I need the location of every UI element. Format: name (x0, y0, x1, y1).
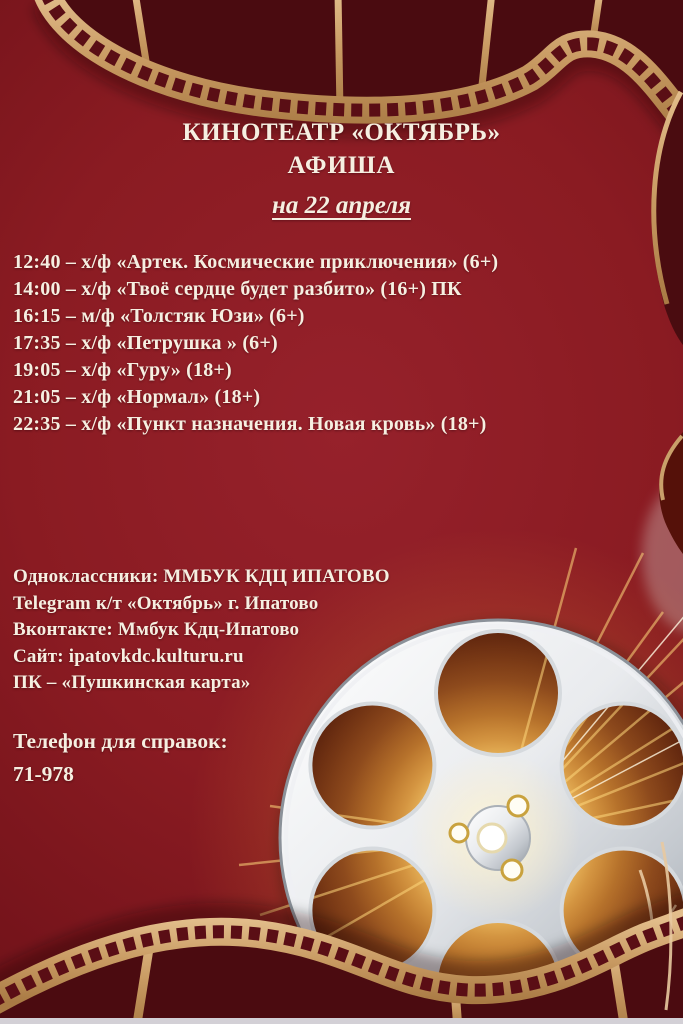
schedule-line: 14:00 – х/ф «Твоё сердце будет разбито» (16+) ПК (13, 278, 462, 300)
contact-line-odnoklassniki: Одноклассники: ММБУК КДЦ ИПАТОВО (13, 566, 390, 587)
contact-line-telegram: Telegram к/т «Октябрь» г. Ипатово (13, 592, 319, 614)
page-title: КИНОТЕАТР «ОКТЯБРЬ» (182, 119, 501, 146)
image-bottom-edge (0, 1018, 683, 1024)
phone-label: Телефон для справок: (13, 729, 228, 753)
schedule-line: 12:40 – х/ф «Артек. Космические приключения» (6+) (13, 251, 499, 273)
contacts-list (13, 564, 390, 697)
page-subtitle: АФИША (287, 152, 396, 179)
contact-line-website: Сайт: ipatovkdc.kulturu.ru (13, 645, 244, 667)
date-heading: на 22 апреля (272, 192, 411, 219)
schedule-line: 21:05 – х/ф «Нормал» (18+) (13, 386, 261, 408)
phone-number: 71-978 (13, 762, 74, 786)
reel-hub (478, 824, 506, 852)
schedule-line: 16:15 – м/ф «Толстяк Юзи» (6+) (13, 305, 305, 327)
schedule-line: 22:35 – х/ф «Пункт назначения. Новая кровь» (18+) (13, 413, 487, 435)
contact-line-vkontakte: Вконтакте: Ммбук Кдц-Ипатово (13, 619, 300, 641)
contact-line-pushkin-card: ПК – «Пушкинская карта» (13, 672, 251, 694)
schedule-line: 19:05 – х/ф «Гуру» (18+) (13, 359, 232, 381)
phone-block (13, 725, 228, 791)
schedule-line: 17:35 – х/ф «Петрушка » (6+) (13, 332, 278, 354)
schedule-list (13, 249, 498, 438)
